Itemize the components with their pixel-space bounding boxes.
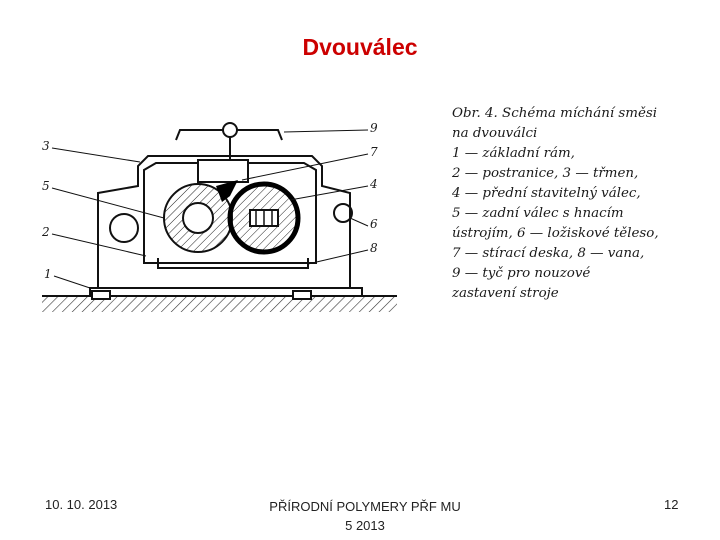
caption-line: 4 — přední stavitelný válec,: [452, 186, 641, 201]
label-8: 8: [370, 241, 378, 255]
label-1: 1: [44, 267, 52, 281]
label-6: 6: [370, 217, 378, 231]
label-5: 5: [42, 179, 50, 193]
footer-course-line1: PŘÍRODNÍ POLYMERY PŘF MU: [269, 499, 461, 514]
slide-title: Dvouválec: [302, 34, 418, 60]
caption-line: ústrojím, 6 — ložiskové těleso,: [452, 226, 659, 241]
caption-line: zastavení stroje: [452, 286, 559, 301]
bearing-housing: [198, 160, 248, 182]
caption-line: na dvouválci: [452, 126, 538, 141]
two-roll-mill-diagram: [38, 118, 403, 328]
figure-caption: [452, 104, 714, 304]
label-4: 4: [370, 177, 378, 191]
caption-line: 2 — postranice, 3 — třmen,: [452, 166, 639, 181]
caption-line: 5 — zadní válec s hnacím: [452, 206, 624, 221]
footer-course-line2: 5 2013: [345, 518, 385, 533]
caption-line: 9 — tyč pro nouzové: [452, 266, 591, 281]
footer-date: 10. 10. 2013: [45, 497, 118, 512]
slide-number: 12: [664, 497, 679, 512]
footer-course: [240, 497, 490, 535]
caption-line: 7 — stírací deska, 8 — vana,: [452, 246, 645, 261]
front-roll: [230, 184, 298, 252]
caption-line: 1 — základní rám,: [452, 146, 575, 161]
label-9: 9: [370, 121, 378, 135]
label-3: 3: [42, 139, 50, 153]
caption-line: Obr. 4. Schéma míchání směsi: [452, 106, 658, 121]
label-2: 2: [42, 225, 50, 239]
label-7: 7: [370, 145, 378, 159]
